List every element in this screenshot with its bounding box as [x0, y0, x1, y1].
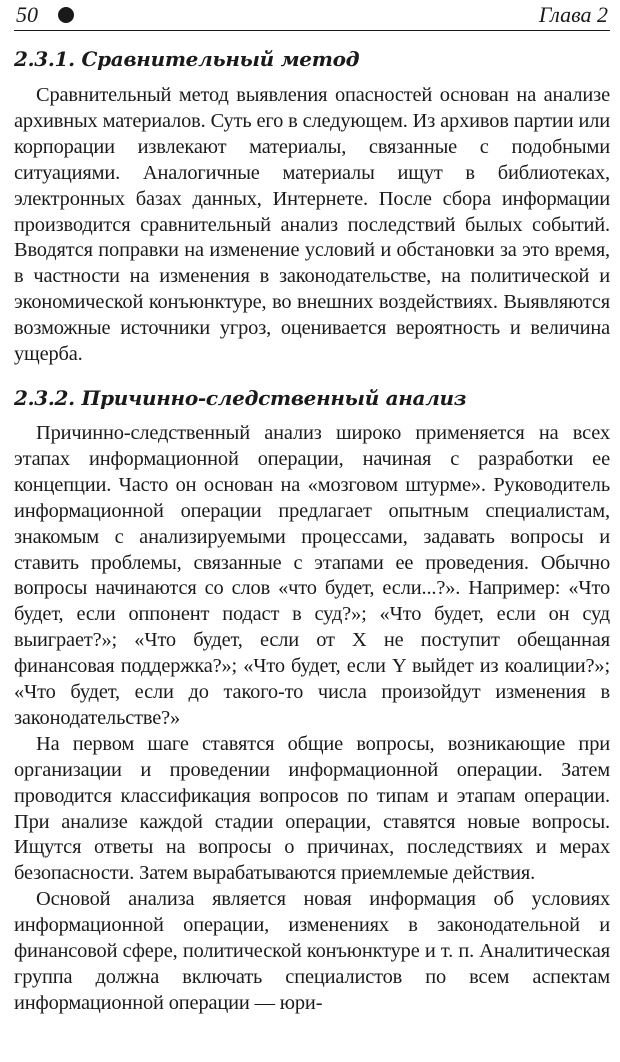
running-header — [14, 0, 610, 31]
paragraph: Причинно-следственный анализ широко применяется на всех этапах информационной операции, начиная с разработки ее концепции. Часто он основан на «мозговом штурме». Руководитель информационной операции предлагает опытным специалистам, знакомым с анализируемыми процессами, задавать вопросы и ставить проблемы, связанные с этапами ее проведения. Обычно вопросы начинаются со слов «что будет, если...?». Например: «Что будет, если оппонент подаст в суд?»; «Что будет, если он суд выиграет?»; «Что будет, если от X не поступит обещанная финансовая поддержка?»; «Что будет, если Y выйдет из коалиции?»; «Что будет, если до такого-то числа произойдут изменения в законодательстве?» — [14, 421, 610, 729]
paragraph: На первом шаге ставятся общие вопросы, возникающие при организации и проведении информационной операции. Затем проводится классификация вопросов по типам и этапам операции. При анализе каждой стадии операции, ставятся новые вопросы. Ищутся ответы на вопросы о причинах, последствиях и мерах безопасности. Затем вырабатываются приемлемые действия. — [14, 732, 610, 885]
section-heading: 2.3.1. Сравнительный метод — [14, 47, 360, 71]
paragraph: Сравнительный метод выявления опасностей основан на анализе архивных материалов. Суть его в следующем. Из архивов партии или корпорации извлекают материалы, связанные с подобными ситуациями. Аналогичные материалы ищут в библиотеках, электронных базах данных, Интернете. После сбора информации производится сравнительный анализ последствий былых событий. Вводятся поправки на изменение условий и обстановки за это время, в частности на изменения в законодательстве, на политической и экономической конъюнктуре, во внешних воздействиях. Выявляются возможные источники угроз, оценивается вероятность и величина ущерба. — [14, 84, 610, 366]
paragraph: Основой анализа является новая информация об условиях информационной операции, изменениях в законодательной и финансовой сфере, политической конъюнктуре и т. п. Аналитическая группа должна включать специалистов по всем аспектам информационной операции — юри- — [14, 888, 610, 1014]
chapter-title: Глава 2 — [538, 2, 608, 27]
section-cause-effect-analysis — [14, 382, 610, 1017]
bullet-icon — [58, 7, 74, 23]
page-number: 50 — [16, 2, 38, 27]
section-heading: 2.3.2. Причинно-следственный анализ — [14, 385, 467, 410]
book-page — [14, 0, 610, 1062]
section-comparative-method — [14, 43, 610, 368]
